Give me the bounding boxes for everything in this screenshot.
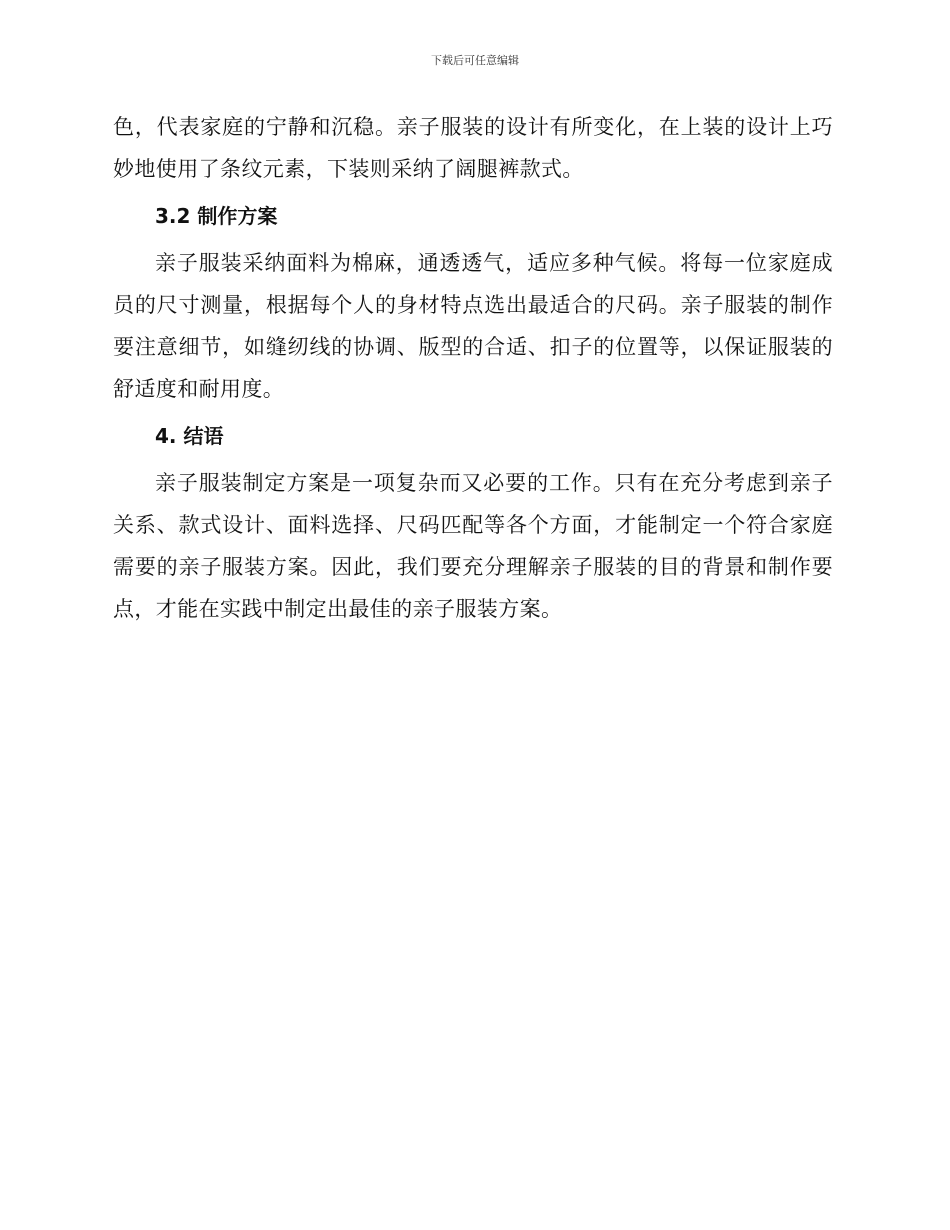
continuation-paragraph: 色，代表家庭的宁静和沉稳。亲子服装的设计有所变化，在上装的设计上巧妙地使用了条纹元素，下装则采纳了阔腿裤款式。 [113,115,833,181]
section-heading-production: 3.2 制作方案 [155,204,278,228]
document-body [113,106,833,630]
production-paragraph: 亲子服装采纳面料为棉麻，通透透气，适应多种气候。将每一位家庭成员的尺寸测量，根据每个人的身材特点选出最适合的尺码。亲子服装的制作要注意细节，如缝纫线的协调、版型的合适、扣子的位置等，以保证服装的舒适度和耐用度。 [113,251,833,401]
conclusion-paragraph: 亲子服装制定方案是一项复杂而又必要的工作。只有在充分考虑到亲子关系、款式设计、面料选择、尺码匹配等各个方面，才能制定一个符合家庭需要的亲子服装方案。因此，我们要充分理解亲子服装的目的背景和制作要点，才能在实践中制定出最佳的亲子服装方案。 [113,471,833,621]
page-header: 下载后可任意编辑 [431,54,519,67]
section-heading-conclusion: 4. 结语 [155,424,224,448]
